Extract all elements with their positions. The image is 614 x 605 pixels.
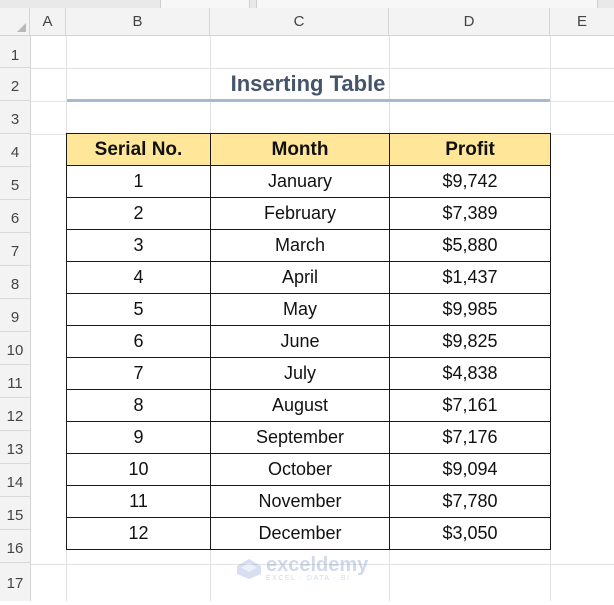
row-header-12[interactable]: 12 xyxy=(0,398,30,431)
header-cell-serial[interactable]: Serial No. xyxy=(67,134,211,166)
table-row xyxy=(67,486,551,518)
row-header-bar xyxy=(0,36,31,601)
cell-profit[interactable]: $9,825 xyxy=(390,326,551,358)
watermark-text xyxy=(266,555,368,583)
row-header-7[interactable]: 7 xyxy=(0,233,30,266)
row-header-1[interactable]: 1 xyxy=(0,36,30,68)
sheet-title[interactable]: Inserting Table xyxy=(230,71,386,96)
cell-serial[interactable]: 7 xyxy=(67,358,211,390)
table-row xyxy=(67,454,551,486)
column-header-d[interactable]: D xyxy=(389,8,550,35)
cell-month[interactable]: September xyxy=(211,422,390,454)
column-header-bar xyxy=(0,8,614,36)
cell-serial[interactable]: 4 xyxy=(67,262,211,294)
cell-profit[interactable]: $3,050 xyxy=(390,518,551,550)
cell-profit[interactable]: $4,838 xyxy=(390,358,551,390)
watermark-name: exceldemy xyxy=(266,554,369,576)
row-header-5[interactable]: 5 xyxy=(0,167,30,200)
row-header-8[interactable]: 8 xyxy=(0,266,30,299)
cell-serial[interactable]: 6 xyxy=(67,326,211,358)
cell-month[interactable]: March xyxy=(211,230,390,262)
data-table xyxy=(66,133,551,550)
row-header-6[interactable]: 6 xyxy=(0,200,30,233)
table-row xyxy=(67,518,551,550)
row-header-13[interactable]: 13 xyxy=(0,431,30,464)
table-row xyxy=(67,294,551,326)
watermark xyxy=(236,554,368,584)
cell-profit[interactable]: $9,985 xyxy=(390,294,551,326)
row-header-15[interactable]: 15 xyxy=(0,497,30,530)
row-header-4[interactable]: 4 xyxy=(0,134,30,167)
cell-month[interactable]: June xyxy=(211,326,390,358)
column-header-b[interactable]: B xyxy=(66,8,210,35)
cell-month[interactable]: November xyxy=(211,486,390,518)
row-header-10[interactable]: 10 xyxy=(0,332,30,365)
cell-month[interactable]: July xyxy=(211,358,390,390)
sheet-tab-edge xyxy=(160,0,250,8)
header-cell-month[interactable]: Month xyxy=(211,134,390,166)
formula-bar-edge xyxy=(256,0,598,8)
cell-month[interactable]: August xyxy=(211,390,390,422)
row-header-11[interactable]: 11 xyxy=(0,365,30,398)
row-header-9[interactable]: 9 xyxy=(0,299,30,332)
cell-serial[interactable]: 10 xyxy=(67,454,211,486)
cell-month[interactable]: January xyxy=(211,166,390,198)
table-row xyxy=(67,262,551,294)
table-row xyxy=(67,166,551,198)
cell-serial[interactable]: 2 xyxy=(67,198,211,230)
cell-profit[interactable]: $7,389 xyxy=(390,198,551,230)
column-header-a[interactable]: A xyxy=(30,8,66,35)
cell-month[interactable]: May xyxy=(211,294,390,326)
title-underline xyxy=(67,99,550,102)
cell-serial[interactable]: 12 xyxy=(67,518,211,550)
cell-profit[interactable]: $9,742 xyxy=(390,166,551,198)
cell-profit[interactable]: $9,094 xyxy=(390,454,551,486)
cell-profit[interactable]: $7,780 xyxy=(390,486,551,518)
table-row xyxy=(67,198,551,230)
table-row xyxy=(67,230,551,262)
cell-serial[interactable]: 9 xyxy=(67,422,211,454)
select-all-corner[interactable] xyxy=(0,8,30,35)
cell-serial[interactable]: 8 xyxy=(67,390,211,422)
row-header-17[interactable]: 17 xyxy=(6,575,24,592)
cell-profit[interactable]: $1,437 xyxy=(390,262,551,294)
cell-serial[interactable]: 11 xyxy=(67,486,211,518)
cell-month[interactable]: February xyxy=(211,198,390,230)
table-row xyxy=(67,326,551,358)
table-header-row xyxy=(67,134,551,166)
table-row xyxy=(67,358,551,390)
table-row xyxy=(67,422,551,454)
column-header-e[interactable]: E xyxy=(576,13,587,30)
cell-serial[interactable]: 3 xyxy=(67,230,211,262)
cell-profit[interactable]: $5,880 xyxy=(390,230,551,262)
cell-month[interactable]: December xyxy=(211,518,390,550)
row-header-3[interactable]: 3 xyxy=(0,101,30,134)
row-header-16[interactable]: 16 xyxy=(0,530,30,563)
cell-profit[interactable]: $7,161 xyxy=(390,390,551,422)
ribbon-edge xyxy=(0,0,614,8)
column-header-c[interactable]: C xyxy=(210,8,389,35)
cell-serial[interactable]: 1 xyxy=(67,166,211,198)
exceldemy-logo-icon xyxy=(236,558,262,580)
cell-month[interactable]: April xyxy=(211,262,390,294)
row-header-14[interactable]: 14 xyxy=(0,464,30,497)
cell-month[interactable]: October xyxy=(211,454,390,486)
row-header-2[interactable]: 2 xyxy=(0,68,30,101)
watermark-tagline: EXCEL · DATA · BI xyxy=(266,575,351,582)
cell-serial[interactable]: 5 xyxy=(67,294,211,326)
table-row xyxy=(67,390,551,422)
header-cell-profit[interactable]: Profit xyxy=(390,134,551,166)
cell-profit[interactable]: $7,176 xyxy=(390,422,551,454)
select-all-triangle-icon xyxy=(17,23,26,32)
